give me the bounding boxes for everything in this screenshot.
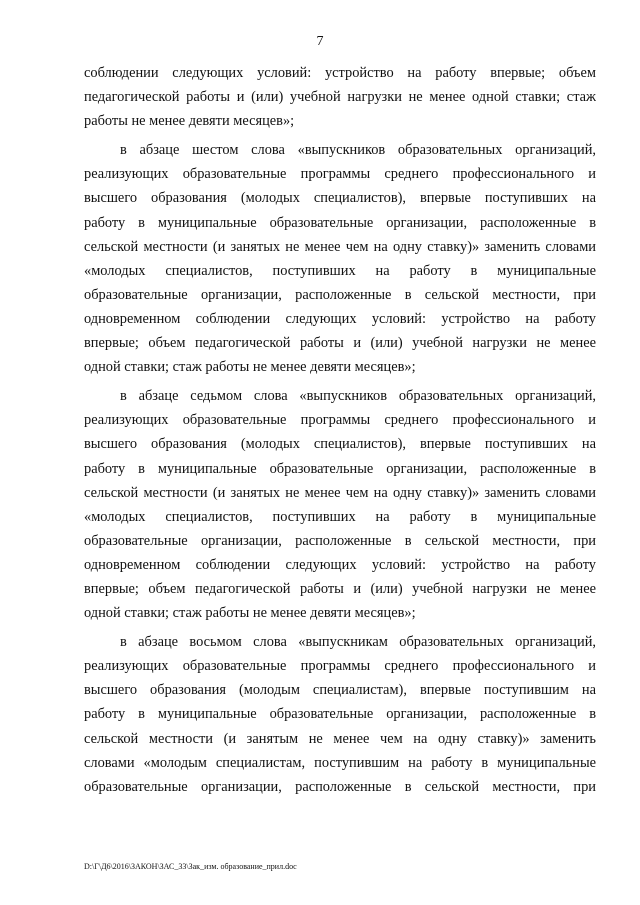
text-line: образовательные организации, расположенные в сельской местности, при — [84, 286, 596, 303]
text-line: работу в муниципальные образовательные организации, расположенные в — [84, 460, 596, 477]
text-line: соблюдении следующих условий: устройство на работу впервые; объем — [84, 65, 596, 81]
text-line: словами «молодым специалистам, поступившим на работу в муниципальные — [84, 754, 596, 771]
text-line: образовательные организации, расположенные в сельской местности, при — [84, 778, 596, 795]
page-number: 7 — [316, 34, 324, 49]
file-path-footer: D:\Г\Д6\2016\ЗАКОН\ЗАС_33\Зак_изм. образование_прил.doc — [84, 862, 297, 871]
text-line: «молодых специалистов, поступивших на работу в муниципальные — [84, 262, 596, 279]
text-line: высшего образования (молодых специалистов), впервые поступивших на — [84, 436, 596, 453]
text-line: в абзаце седьмом слова «выпускников образовательных организаций, — [120, 388, 596, 405]
text-line: в абзаце шестом слова «выпускников образовательных организаций, — [120, 142, 596, 159]
text-line: «молодых специалистов, поступивших на работу в муниципальные — [84, 508, 596, 525]
text-line: высшего образования (молодым специалистам), впервые поступившим на — [84, 682, 596, 699]
paragraph — [84, 630, 596, 799]
text-line: реализующих образовательные программы среднего профессионального и — [84, 166, 596, 183]
text-line: работу в муниципальные образовательные организации, расположенные в — [84, 706, 596, 723]
text-line: педагогической работы и (или) учебной нагрузки не менее одной ставки; стаж — [84, 89, 596, 106]
text-line: работу в муниципальные образовательные организации, расположенные в — [84, 214, 596, 231]
text-line: сельской местности (и занятых не менее чем на одну ставку)» заменить словами — [84, 238, 596, 255]
text-line: реализующих образовательные программы среднего профессионального и — [84, 412, 596, 429]
text-line: в абзаце восьмом слова «выпускникам образовательных организаций, — [120, 634, 596, 651]
text-line: высшего образования (молодых специалистов), впервые поступивших на — [84, 190, 596, 207]
document-body — [84, 61, 596, 799]
text-line: одновременном соблюдении следующих условий: устройство на работу — [84, 556, 596, 573]
paragraph — [84, 61, 596, 133]
text-line: образовательные организации, расположенные в сельской местности, при — [84, 532, 596, 549]
text-line: работы не менее девяти месяцев»; — [84, 113, 295, 130]
text-line: сельской местности (и занятых не менее чем на одну ставку)» заменить словами — [84, 484, 596, 501]
text-line: впервые; объем педагогической работы и (или) учебной нагрузки не менее — [84, 580, 596, 597]
text-line: реализующих образовательные программы среднего профессионального и — [84, 658, 596, 675]
text-line: одной ставки; стаж работы не менее девяти месяцев»; — [84, 605, 416, 622]
paragraph — [84, 138, 596, 379]
text-line: одной ставки; стаж работы не менее девяти месяцев»; — [84, 359, 416, 376]
text-line: сельской местности (и занятым не менее чем на одну ставку)» заменить — [84, 730, 596, 747]
text-line: впервые; объем педагогической работы и (или) учебной нагрузки не менее — [84, 335, 596, 352]
text-line: одновременном соблюдении следующих условий: устройство на работу — [84, 310, 596, 327]
paragraph — [84, 384, 596, 625]
